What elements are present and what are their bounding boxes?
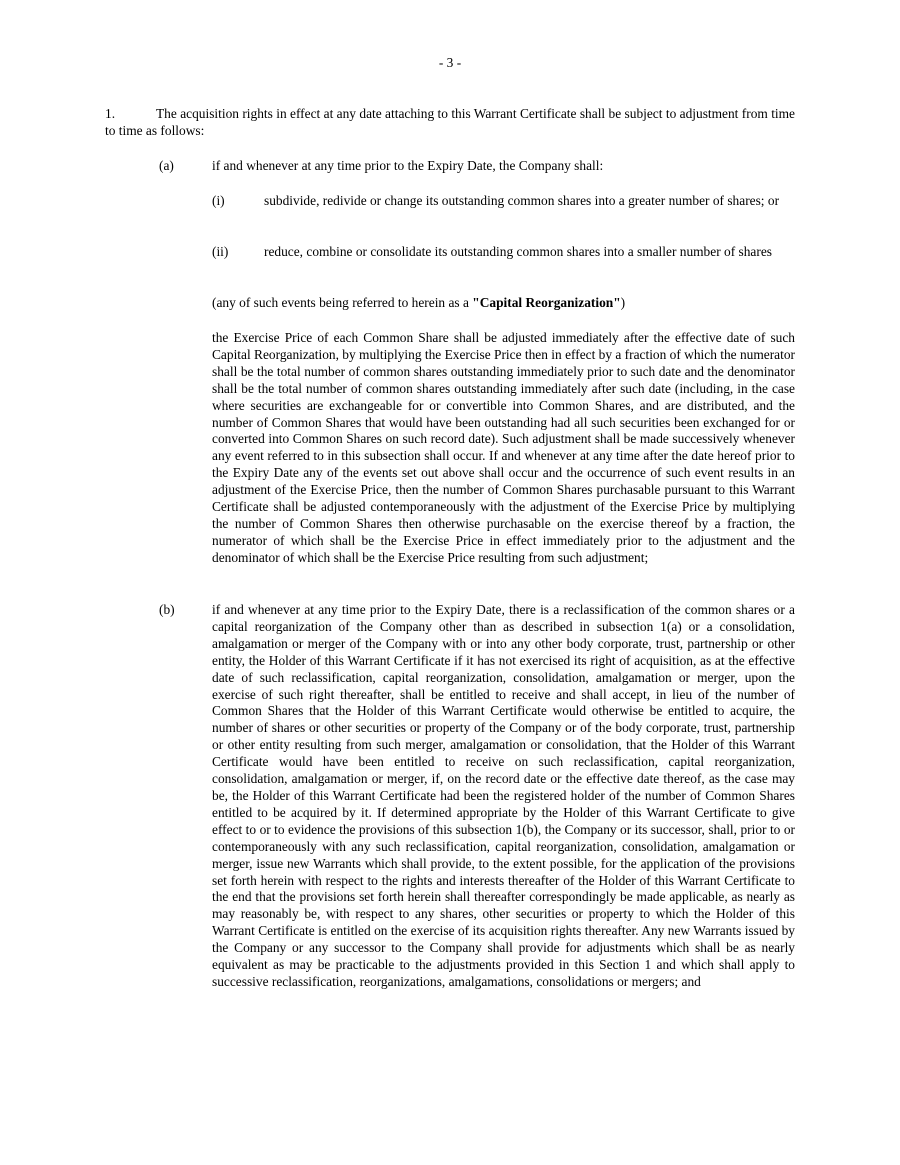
sub-item-i-text: subdivide, redivide or change its outstanding common shares into a greater number of shares; or <box>264 193 780 208</box>
note-prefix: (any of such events being referred to herein as a <box>212 295 473 310</box>
section-number: 1. <box>105 106 116 121</box>
page-number: - 3 - <box>438 55 462 70</box>
capital-reorganization-note <box>212 295 795 312</box>
item-b-paragraph: if and whenever at any time prior to the Expiry Date, there is a reclassification of the common shares or a capital reorganization of the Company other than as described in subsection 1(a) or a consolidation, amalgamation or merger of the Company with or into any other body corporate, trust, partnership or other entity, the Holder of this Warrant Certificate if it has not exercised its right of acquisition, as at the effective date of such reclassification, capital reorganization, consolidation, amalgamation or merger, upon the exercise of such right thereafter, shall be entitled to receive and shall accept, in lieu of the number of Common Shares that the Holder of this Warrant Certificate would otherwise be entitled to acquire, the number of shares or other securities or property of the Company or of the body corporate, trust, partnership or other entity resulting from such merger, amalgamation or consolidation, that the Holder of this Warrant Certificate would have been entitled to receive on such reclassification, capital reorganization, consolidation, amalgamation or merger, if, on the record date or the effective date thereof, as the case may be, the Holder of this Warrant Certificate had been the registered holder of the number of Common Shares entitled to be acquired by it. If determined appropriate by the Holder of this Warrant Certificate to give effect to or to evidence the provisions of this subsection 1(b), the Company or its successor, shall, prior to or contemporaneously with any such reclassification, capital reorganization, consolidation, amalgamation or merger, issue new Warrants which shall provide, to the extent possible, for the application of the provisions set forth herein with respect to the rights and interests thereafter of the Holder of this Warrant Certificate to the end that the provisions set forth herein shall thereafter correspondingly be made applicable, as nearly as may reasonably be, with respect to any shares, other securities or property to which the Holder of this Warrant Certificate is entitled on the exercise of its acquisition rights thereafter. Any new Warrants issued by the Company or any successor to the Company shall provide for adjustments which shall be as nearly equivalent as may be practicable to the adjustments provided in this Section 1 and which shall apply to successive reclassification, reorganizations, amalgamations, consolidations or mergers; and <box>212 602 795 989</box>
section-intro-text: The acquisition rights in effect at any date attaching to this Warrant Certificate shall be subject to adjustment from time to time as follows: <box>105 106 795 138</box>
sub-item-ii-label: (ii) <box>212 244 229 259</box>
item-a-paragraph: the Exercise Price of each Common Share shall be adjusted immediately after the effective date of such Capital Reorganization, by multiplying the Exercise Price then in effect by a fraction of which the numerator shall be the total number of common shares outstanding immediately prior to such date and the denominator shall be the total number of common shares outstanding immediately after such date (including, in the case where securities are exchangeable for or convertible into Common Shares, and are distributed, and the number of Common Shares that would have been outstanding had all such securities been exchanged for or converted into Common Shares on such record date). Such adjustment shall be made successively whenever any event referred to in this subsection shall occur. If and whenever at any time after the date hereof prior to the Expiry Date any of the events set out above shall occur and the occurrence of such event results in an adjustment of the Exercise Price, then the number of Common Shares purchasable pursuant to this Warrant Certificate shall be adjusted contemporaneously with the adjustment of the Exercise Price by multiplying the number of Common Shares then otherwise purchasable on the exercise thereof by a fraction, the numerator of which shall be the Exercise Price in effect immediately prior to the adjustment and the denominator of which shall be the Exercise Price resulting from such adjustment; <box>212 330 795 565</box>
item-a-text: if and whenever at any time prior to the Expiry Date, the Company shall: <box>212 158 604 173</box>
sub-item-i-label: (i) <box>212 193 225 208</box>
item-b-label: (b) <box>159 602 175 617</box>
defined-term: "Capital Reorganization" <box>472 295 621 310</box>
sub-item-ii-text: reduce, combine or consolidate its outstanding common shares into a smaller number of shares <box>264 244 772 259</box>
section-intro <box>105 106 795 140</box>
item-a-label: (a) <box>159 158 174 173</box>
note-suffix: ) <box>620 295 626 310</box>
